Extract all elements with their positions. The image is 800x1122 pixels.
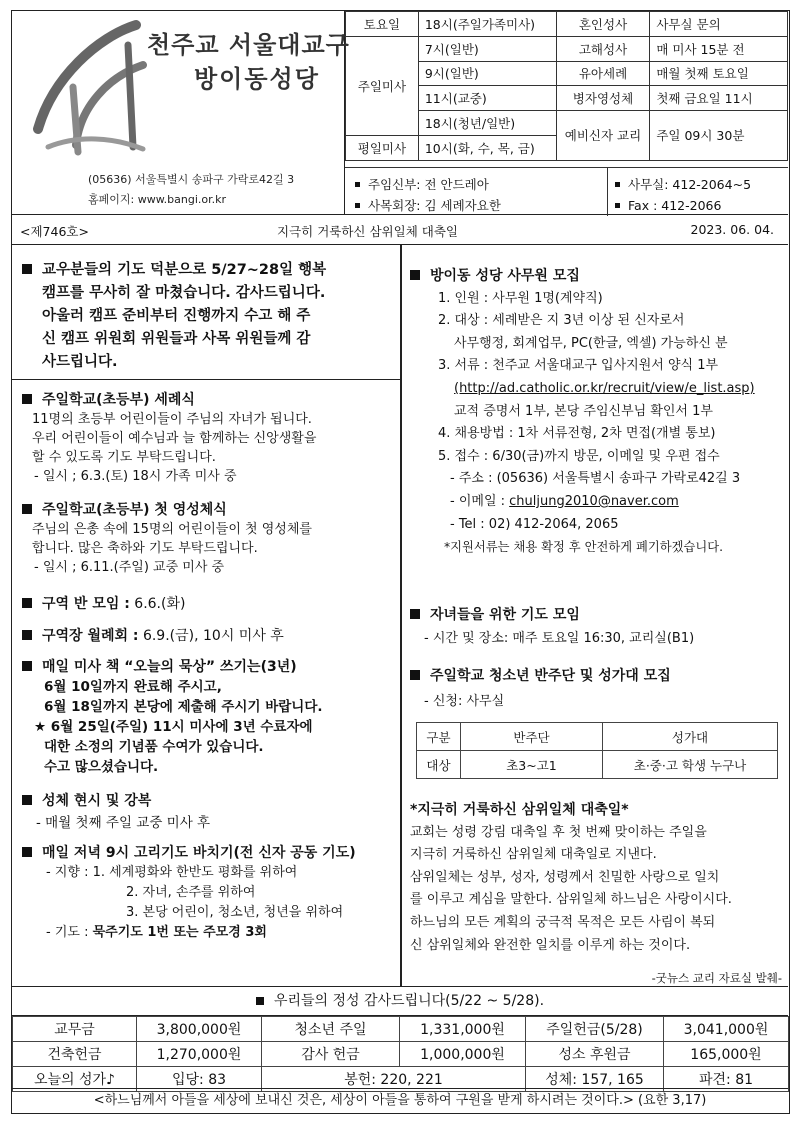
church-title-line1: 천주교 서울대교구: [147, 31, 350, 59]
meditation-book-notice: 매일 미사 책 “오늘의 묵상” 쓰기는(3년) 6월 10일까지 완료해 주시고, 6월 18일까지 본당에 제출해 주시기 바랍니다. ★ 6월 25일(주일) 11시 미사에 3년 수료자에 대한 소정의 기념품 수여가 있습니다. 수고 많으셨습니다.: [22, 657, 323, 777]
recruit-link[interactable]: (http://ad.catholic.or.kr/recruit/view/e_list.asp): [454, 380, 755, 396]
service-value: 매월 첫째 토요일: [650, 61, 788, 86]
offering-row: 교무금 3,800,000원 청소년 주일 1,331,000원 주일헌금(5/28) 3,041,000원: [13, 1017, 789, 1042]
issue-bar: [12, 215, 788, 245]
service-value: 주일 09시 30분: [650, 111, 788, 161]
bullet-icon: [615, 182, 620, 187]
bullet-icon: [410, 609, 420, 619]
bulletin-page: [11, 10, 790, 1114]
youth-choir-table: 구분 반주단 성가대 대상 초3~고1 초·중·고 학생 누구나: [416, 722, 778, 779]
bullet-icon: [256, 997, 264, 1005]
sunday-time: 11시(교중): [418, 86, 556, 111]
trinity-feast-title: *지극히 거룩하신 삼위일체 대축일*: [410, 802, 629, 818]
bullet-icon: [410, 270, 420, 280]
weekday-label: 평일미사: [346, 135, 419, 160]
article-source: -굿뉴스 교리 자료실 발췌-: [651, 971, 782, 985]
bullet-icon: [22, 598, 32, 608]
mass-schedule-table: [345, 11, 788, 161]
council-line: 사목회장: 김 세례자요한: [355, 195, 501, 216]
sunday-label: 주일미사: [346, 36, 419, 135]
service-value: 첫째 금요일 11시: [650, 86, 788, 111]
bullet-icon: [22, 847, 32, 857]
saturday-time: 18시(주일가족미사): [418, 12, 556, 37]
hymn-dismissal: 파견: 81: [664, 1067, 789, 1092]
church-logo-block: [12, 11, 350, 215]
bullet-icon: [22, 795, 32, 805]
district-meeting-notice: 구역 반 모임 : 6.6.(화): [22, 593, 185, 613]
eucharist-notice: 성체 현시 및 강복 - 매월 첫째 주일 교중 미사 후: [22, 790, 210, 834]
church-address: (05636) 서울특별시 송파구 가락로42길 3: [88, 173, 295, 186]
hymn-offertory: 봉헌: 220, 221: [262, 1067, 526, 1092]
office-line: 사무실: 412-2064~5: [615, 174, 751, 195]
offering-title: 우리들의 정성 감사드립니다(5/22 ~ 5/28).: [12, 986, 788, 1016]
bullet-icon: [22, 630, 32, 640]
weekday-time: 10시(화, 수, 목, 금): [418, 135, 556, 160]
chiefs-meeting-notice: 구역장 월례회 : 6.9.(금), 10시 미사 후: [22, 625, 284, 645]
fax-line: Fax : 412-2066: [615, 195, 751, 216]
service-label: 유아세례: [556, 61, 650, 86]
staff-recruit-notice: 방이동 성당 사무원 모집 1. 인원 : 사무원 1명(계약직) 2. 대상 : 세례받은 지 3년 이상 된 신자로서 사무행정, 회계업무, PC(한글, 엑셀) 가능하신 분 3. 서류 : 천주교 서울대교구 입사지원서 양식 1부 (http://ad.catholic.or.kr/recruit/view/e_list.asp) 교적 증명서 1부, 본당 주임신부님 확인서 1부 4. 채용방법 : 1차 서류전형, 2차 면접(개별 통보) 5. 접수 : 6/30(금)까지 방문, 이메일 및 우편 접수 - 주소 : (05636) 서울특별시 송파구 가락로42길 3 - 이메일 : chuljung2010@naver.com - Tel : 02) 412-2064, 2065 *지원서류는 채용 확정 후 안전하게 폐기하겠습니다.: [410, 265, 755, 559]
service-label: 예비신자 교리: [556, 111, 650, 161]
service-label: 병자영성체: [556, 86, 650, 111]
bullet-icon: [615, 203, 620, 208]
saturday-label: 토요일: [346, 12, 419, 37]
rosary-notice: 매일 저녁 9시 고리기도 바치기(전 신자 공동 기도) - 지향 : 1. 세계평화와 한반도 평화를 위하여 2. 자녀, 손주를 위하여 3. 본당 어린이, 청소년, 청년을 위하여 - 기도 : 묵주기도 1번 또는 주모경 3회: [22, 843, 356, 943]
scripture-verse: <하느님께서 아들을 세상에 보내신 것은, 세상이 아들을 통하여 구원을 받게 하시려는 것이다.> (요한 3,17): [12, 1088, 788, 1114]
baptism-notice: 주일학교(초등부) 세례식 11명의 초등부 어린이들이 주님의 자녀가 됩니다. 우리 어린이들이 예수님과 늘 함께하는 신앙생활을 할 수 있도록 기도 부탁드립니다. - 일시 ; 6.3.(토) 18시 가족 미사 중: [22, 391, 316, 486]
bulletin-header: [12, 11, 788, 215]
offering-row: 건축헌금 1,270,000원 감사 헌금 1,000,000원 성소 후원금 165,000원: [13, 1042, 789, 1067]
church-homepage[interactable]: 홈페이지: www.bangi.or.kr: [88, 193, 227, 206]
bullet-icon: [355, 182, 360, 187]
offering-table: [12, 1016, 789, 1092]
bullet-icon: [22, 661, 32, 671]
first-communion-notice: 주일학교(초등부) 첫 영성체식 주님의 은총 속에 15명의 어린이들이 첫 영성체를 합니다. 많은 축하와 기도 부탁드립니다. - 일시 ; 6.11.(주일) 교중 미사 중: [22, 501, 312, 577]
trinity-feast-article: *지극히 거룩하신 삼위일체 대축일* 교회는 성령 강림 대축일 후 첫 번째 맞이하는 주일을 지극히 거룩하신 삼위일체 대축일로 지낸다. 삼위일체는 성부, 성자, 성령께서 친밀한 사랑으로 일치 를 이루고 계심을 말한다. 삼위일체 하느님은 사랑이시다. 하느님의 모든 계획의 궁극적 목적은 모든 사림이 복되 신 삼위일체와 완전한 일치를 이루게 하는 것이다.: [410, 799, 732, 957]
issue-date: 2023. 06. 04.: [690, 222, 774, 237]
hymn-entrance: 입당: 83: [137, 1067, 262, 1092]
service-value: 매 미사 15분 전: [650, 36, 788, 61]
staff-contacts: [345, 167, 788, 215]
bullet-icon: [410, 670, 420, 680]
email-link[interactable]: chuljung2010@naver.com: [509, 493, 679, 509]
divider: [607, 168, 608, 216]
camp-notice: 교우분들의 기도 덕분으로 5/27~28일 행복 캠프를 무사히 잘 마쳤습니다. 감사드립니다. 아울러 캠프 준비부터 진행까지 수고 해 주 신 캠프 위원회 위원들과 사목 위원들께 감 사드립니다.: [22, 259, 326, 374]
sunday-time: 7시(일반): [418, 36, 556, 61]
church-title-line2: 방이동성당: [194, 65, 320, 93]
service-value: 사무실 문의: [650, 12, 788, 37]
pastor-line: 주임신부: 전 안드레아: [355, 174, 501, 195]
hymn-label: 오늘의 성가♪: [13, 1067, 137, 1092]
column-divider: [400, 245, 402, 986]
sunday-time: 9시(일반): [418, 61, 556, 86]
issue-title: 지극히 거룩하신 삼위일체 대축일: [277, 224, 458, 239]
children-prayer-notice: 자녀들을 위한 기도 모임 - 시간 및 장소: 매주 토요일 16:30, 교리실(B1): [410, 603, 694, 651]
youth-choir-notice: 주일학교 청소년 반주단 및 성가대 모집 - 신청: 사무실: [410, 663, 671, 715]
sunday-time: 18시(청년/일반): [418, 111, 556, 136]
bullet-icon: [22, 264, 32, 274]
service-label: 고해성사: [556, 36, 650, 61]
hymn-communion: 성체: 157, 165: [526, 1067, 664, 1092]
divider: [12, 379, 400, 380]
bullet-icon: [355, 203, 360, 208]
bullet-icon: [22, 504, 32, 514]
church-logo-icon: [18, 17, 148, 157]
service-label: 혼인성사: [556, 12, 650, 37]
issue-number: <제746호>: [20, 224, 89, 239]
bullet-icon: [22, 394, 32, 404]
